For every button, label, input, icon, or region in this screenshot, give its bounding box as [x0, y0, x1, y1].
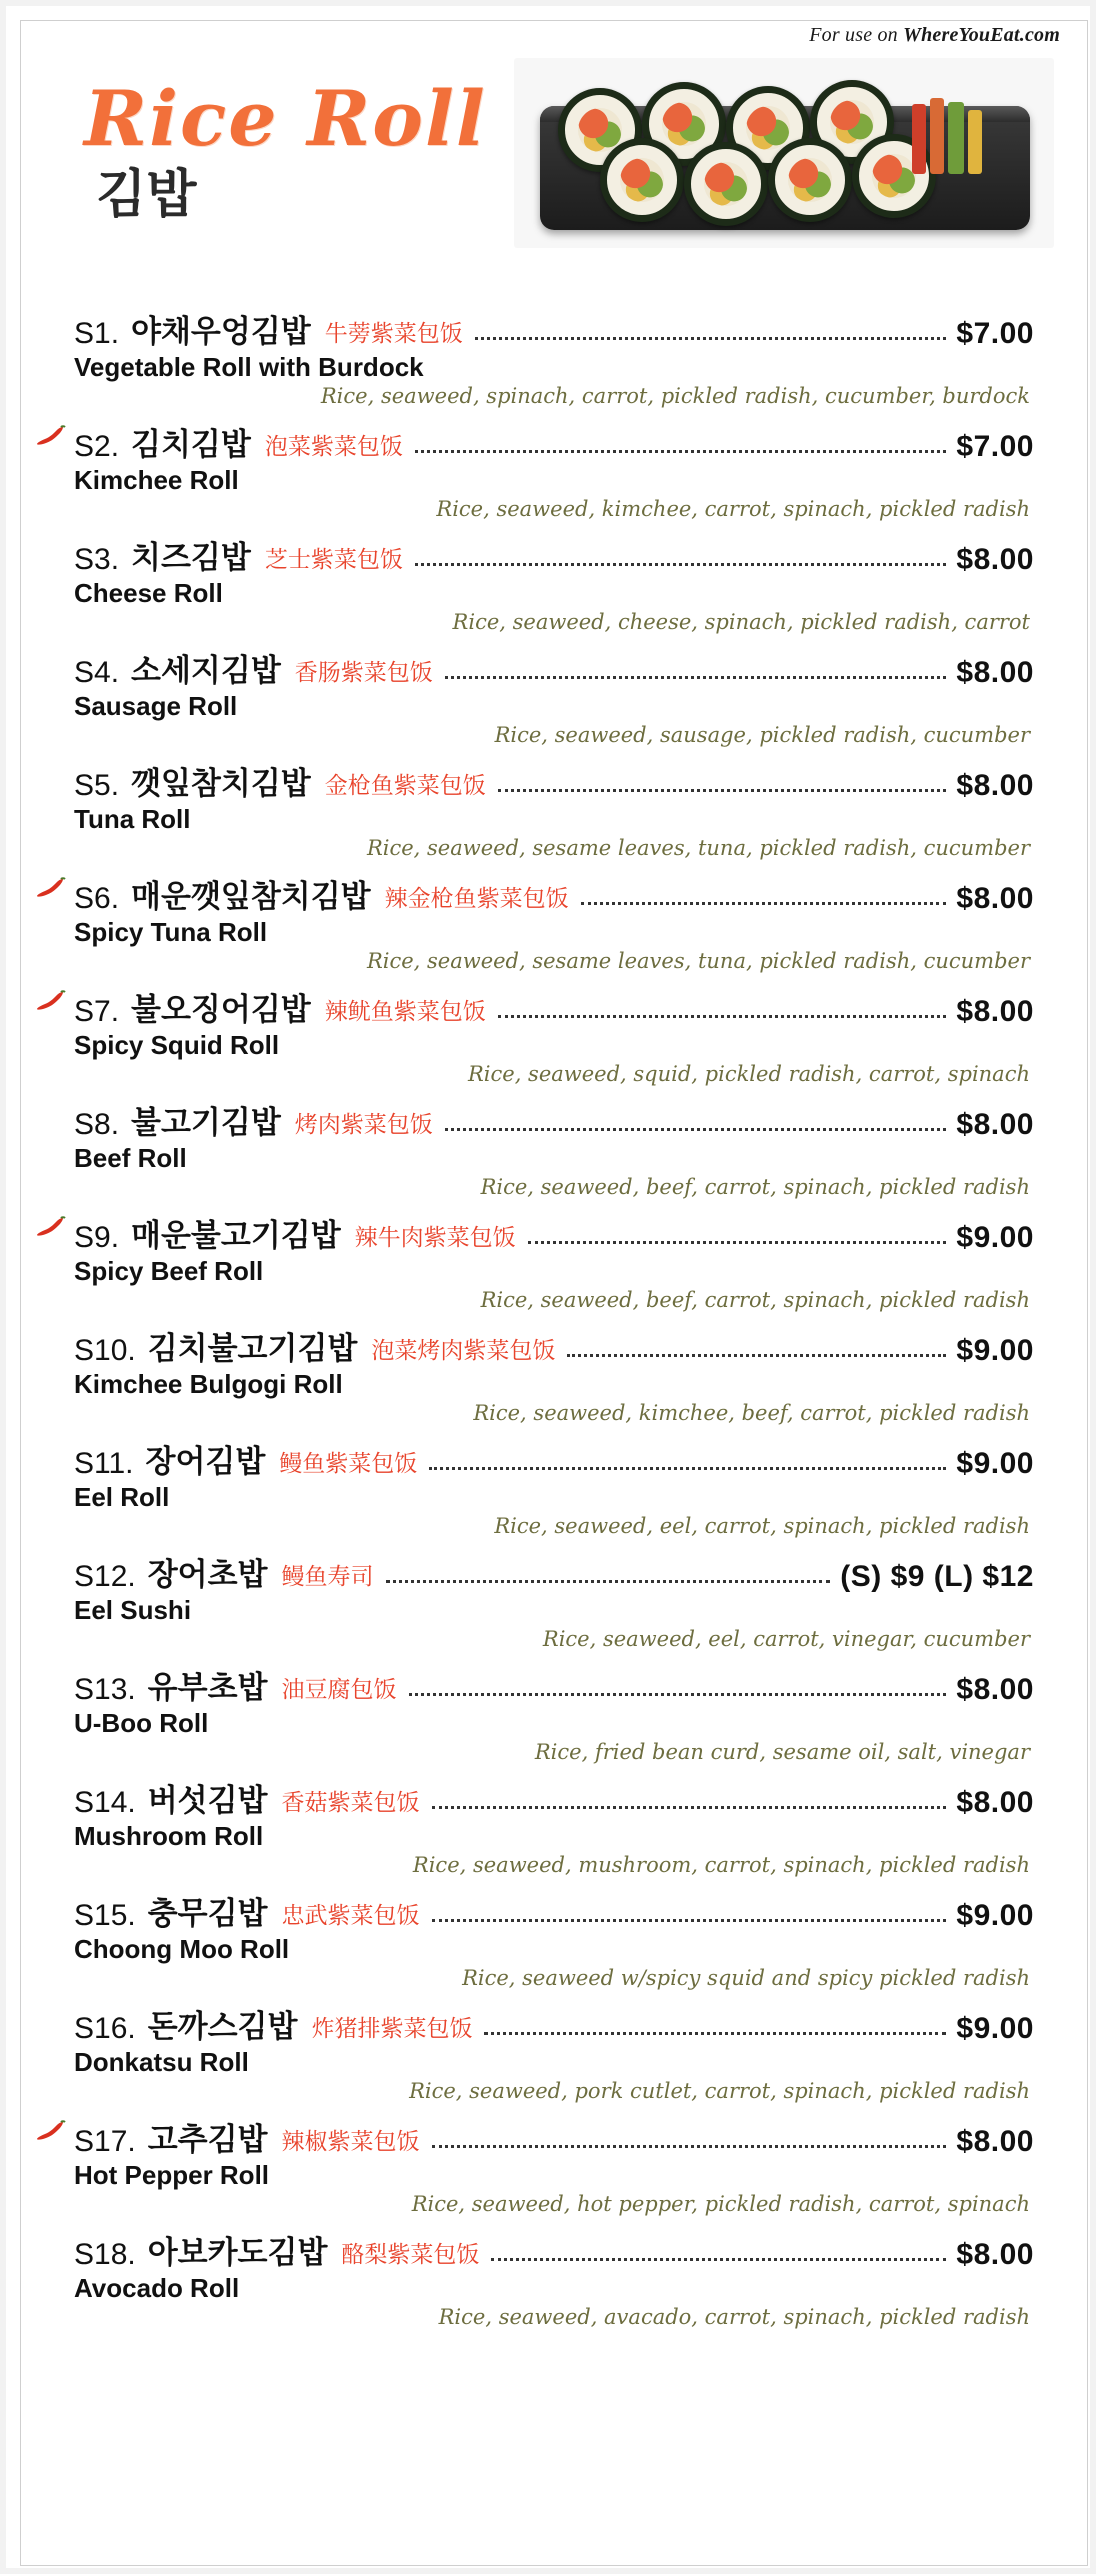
roll-core	[704, 162, 748, 206]
item-name-chinese: 辣牛肉紫菜包饭	[354, 1225, 516, 1251]
item-description: Rice, seaweed, eel, carrot, spinach, pickled radish	[494, 1514, 1030, 1538]
menu-item	[74, 1436, 1034, 1538]
item-description: Rice, seaweed, mushroom, carrot, spinach, pickled radish	[412, 1853, 1030, 1877]
item-price: $9.00	[956, 1221, 1034, 1254]
leader-dots	[415, 450, 947, 453]
chili-pepper-icon	[36, 990, 66, 1012]
leader-dots	[498, 1015, 947, 1018]
leader-dots	[475, 337, 947, 340]
menu-item-headline	[74, 1549, 1034, 1594]
item-price: $8.00	[956, 995, 1034, 1028]
item-name-english: Eel Sushi	[74, 1595, 192, 1625]
item-code: S7.	[74, 995, 120, 1028]
menu-item	[74, 1323, 1034, 1425]
item-name-english: Donkatsu Roll	[74, 2047, 249, 2077]
watermark-site: WhereYouEat.com	[903, 24, 1060, 46]
menu-item	[74, 419, 1034, 521]
chili-pepper-icon	[36, 2120, 66, 2142]
item-name-korean: 장어초밥	[147, 1557, 268, 1593]
menu-item	[74, 1888, 1034, 1990]
menu-item-headline	[74, 1436, 1034, 1481]
item-description: Rice, seaweed, kimchee, carrot, spinach, pickled radish	[436, 497, 1030, 521]
leader-dots	[528, 1241, 947, 1244]
item-name-english: Spicy Squid Roll	[74, 1030, 280, 1060]
item-name-korean: 돈까스김밥	[147, 2009, 298, 2045]
item-name-chinese: 香肠紫菜包饭	[294, 660, 433, 686]
item-code: S11.	[74, 1447, 134, 1480]
garnish-graphic	[912, 104, 926, 174]
menu-item-headline	[74, 419, 1034, 464]
item-price: $9.00	[956, 1447, 1034, 1480]
roll-graphic	[600, 138, 684, 222]
item-code: S9.	[74, 1221, 120, 1254]
menu-item	[74, 2001, 1034, 2103]
roll-core	[746, 106, 790, 150]
item-name-english: Sausage Roll	[74, 691, 238, 721]
roll-core	[830, 100, 874, 144]
menu-item-headline	[74, 1210, 1034, 1255]
item-name-english: Cheese Roll	[74, 578, 223, 608]
roll-core	[872, 154, 916, 198]
menu-item-headline	[74, 2227, 1034, 2272]
item-price: $7.00	[956, 317, 1034, 350]
item-name-korean: 장어김밥	[145, 1444, 266, 1480]
roll-core	[578, 108, 622, 152]
chili-pepper-icon	[36, 877, 66, 899]
rice-roll-photo	[514, 58, 1054, 248]
leader-dots	[432, 1806, 947, 1809]
item-name-chinese: 香菇紫菜包饭	[281, 1790, 420, 1816]
item-name-korean: 아보카도김밥	[147, 2235, 328, 2271]
item-description: Rice, seaweed, spinach, carrot, pickled radish, cucumber, burdock	[320, 384, 1030, 408]
item-name-english: Eel Roll	[74, 1482, 170, 1512]
item-name-korean: 깻잎참치김밥	[131, 766, 311, 802]
item-name-chinese: 油豆腐包饭	[281, 1677, 397, 1703]
roll-core	[620, 158, 664, 202]
item-price: $7.00	[956, 430, 1034, 463]
item-name-korean: 매운불고기김밥	[131, 1218, 341, 1254]
item-name-chinese: 鳗鱼紫菜包饭	[279, 1451, 418, 1477]
item-name-english: Spicy Beef Roll	[74, 1256, 264, 1286]
leader-dots	[432, 1919, 947, 1922]
item-name-chinese: 酪梨紫菜包饭	[341, 2242, 480, 2268]
item-description: Rice, seaweed, beef, carrot, spinach, pickled radish	[480, 1288, 1030, 1312]
item-name-korean: 고추김밥	[147, 2122, 268, 2158]
item-description: Rice, seaweed, cheese, spinach, pickled radish, carrot	[452, 610, 1030, 634]
item-name-korean: 유부초밥	[147, 1670, 268, 1706]
leader-dots	[567, 1354, 946, 1357]
menu-item-headline	[74, 645, 1034, 690]
item-price: $8.00	[956, 543, 1034, 576]
garnish-graphic	[930, 98, 944, 174]
item-description: Rice, seaweed, pork cutlet, carrot, spinach, pickled radish	[409, 2079, 1030, 2103]
item-code: S18.	[74, 2238, 136, 2271]
item-description: Rice, seaweed, sesame leaves, tuna, pickled radish, cucumber	[366, 836, 1030, 860]
item-name-chinese: 辣椒紫菜包饭	[281, 2129, 420, 2155]
menu-item-headline	[74, 1775, 1034, 1820]
item-price: $8.00	[956, 1673, 1034, 1706]
item-name-english: Kimchee Roll	[74, 465, 239, 495]
roll-graphic	[768, 138, 852, 222]
item-name-english: Beef Roll	[74, 1143, 187, 1173]
item-price: $8.00	[956, 2238, 1034, 2271]
garnish-graphic	[948, 102, 964, 174]
item-name-korean: 불고기김밥	[131, 1105, 281, 1141]
item-name-chinese: 牛蒡紫菜包饭	[324, 321, 463, 347]
menu-item	[74, 1775, 1034, 1877]
menu-item-headline	[74, 758, 1034, 803]
item-code: S4.	[74, 656, 120, 689]
item-description: Rice, seaweed, squid, pickled radish, carrot, spinach	[467, 1062, 1030, 1086]
menu-item-headline	[74, 1662, 1034, 1707]
item-name-english: Spicy Tuna Roll	[74, 917, 268, 947]
item-name-korean: 김치김밥	[131, 427, 251, 463]
item-code: S17.	[74, 2125, 136, 2158]
item-code: S2.	[74, 430, 120, 463]
menu-item-headline	[74, 1323, 1034, 1368]
leader-dots	[429, 1467, 946, 1470]
menu-item-headline	[74, 984, 1034, 1029]
title-block	[84, 74, 487, 225]
menu-item	[74, 871, 1034, 973]
item-code: S14.	[74, 1786, 136, 1819]
item-description: Rice, seaweed, beef, carrot, spinach, pickled radish	[480, 1175, 1030, 1199]
item-name-chinese: 鳗鱼寿司	[281, 1564, 374, 1590]
item-price: $8.00	[956, 656, 1034, 689]
item-name-chinese: 炸猪排紫菜包饭	[311, 2016, 473, 2042]
item-name-chinese: 辣金枪鱼紫菜包饭	[384, 886, 569, 912]
watermark-credit	[809, 24, 1060, 47]
item-name-english: Choong Moo Roll	[74, 1934, 290, 1964]
menu-header	[6, 6, 1090, 296]
menu-item	[74, 1662, 1034, 1764]
menu-item-headline	[74, 532, 1034, 577]
leader-dots	[498, 789, 947, 792]
item-price: (S) $9 (L) $12	[840, 1560, 1034, 1593]
leader-dots	[484, 2032, 946, 2035]
chili-pepper-icon	[36, 425, 66, 447]
item-price: $8.00	[956, 882, 1034, 915]
menu-item	[74, 984, 1034, 1086]
roll-graphic	[684, 142, 768, 226]
item-name-english: Kimchee Bulgogi Roll	[74, 1369, 343, 1399]
menu-item	[74, 645, 1034, 747]
item-name-english: Avocado Roll	[74, 2273, 240, 2303]
item-name-english: Vegetable Roll with Burdock	[74, 352, 424, 382]
item-name-korean: 치즈김밥	[131, 540, 251, 576]
item-code: S6.	[74, 882, 120, 915]
menu-item-headline	[74, 871, 1034, 916]
item-description: Rice, seaweed w/spicy squid and spicy pickled radish	[462, 1966, 1030, 1990]
item-price: $8.00	[956, 1786, 1034, 1819]
leader-dots	[445, 1128, 947, 1131]
menu-item-headline	[74, 306, 1034, 351]
leader-dots	[491, 2258, 946, 2261]
menu-item-headline	[74, 2114, 1034, 2159]
item-name-chinese: 泡菜烤肉紫菜包饭	[371, 1338, 556, 1364]
item-description: Rice, seaweed, sesame leaves, tuna, pickled radish, cucumber	[366, 949, 1030, 973]
menu-item	[74, 758, 1034, 860]
page-title-korean: 김밥	[96, 165, 197, 225]
garnish-graphic	[968, 110, 982, 174]
item-description: Rice, fried bean curd, sesame oil, salt, vinegar	[534, 1740, 1030, 1764]
menu-item-headline	[74, 2001, 1034, 2046]
item-code: S3.	[74, 543, 120, 576]
item-name-korean: 김치불고기김밥	[147, 1331, 358, 1367]
item-description: Rice, seaweed, sausage, pickled radish, cucumber	[494, 723, 1030, 747]
item-price: $9.00	[956, 2012, 1034, 2045]
item-price: $8.00	[956, 769, 1034, 802]
menu-item	[74, 2227, 1034, 2329]
item-price: $8.00	[956, 2125, 1034, 2158]
menu-item-list	[6, 306, 1074, 2340]
leader-dots	[581, 902, 947, 905]
leader-dots	[415, 563, 947, 566]
item-code: S10.	[74, 1334, 136, 1367]
menu-item	[74, 1097, 1034, 1199]
item-code: S16.	[74, 2012, 136, 2045]
leader-dots	[432, 2145, 947, 2148]
item-code: S13.	[74, 1673, 136, 1706]
item-name-english: Tuna Roll	[74, 804, 191, 834]
item-description: Rice, seaweed, eel, carrot, vinegar, cucumber	[542, 1627, 1030, 1651]
roll-core	[788, 158, 832, 202]
menu-item	[74, 532, 1034, 634]
item-name-chinese: 泡菜紫菜包饭	[264, 434, 403, 460]
menu-item-headline	[74, 1097, 1034, 1142]
item-name-chinese: 烤肉紫菜包饭	[294, 1112, 433, 1138]
menu-item-headline	[74, 1888, 1034, 1933]
leader-dots	[445, 676, 947, 679]
roll-core	[662, 102, 706, 146]
item-name-korean: 불오징어김밥	[131, 992, 311, 1028]
item-code: S1.	[74, 317, 120, 350]
item-code: S8.	[74, 1108, 120, 1141]
item-name-chinese: 金枪鱼紫菜包饭	[324, 773, 486, 799]
item-name-english: Mushroom Roll	[74, 1821, 264, 1851]
item-price: $8.00	[956, 1108, 1034, 1141]
item-name-korean: 충무김밥	[147, 1896, 268, 1932]
item-name-korean: 버섯김밥	[147, 1783, 268, 1819]
item-name-korean: 야채우엉김밥	[131, 314, 311, 350]
item-name-chinese: 忠武紫菜包饭	[281, 1903, 420, 1929]
item-price: $9.00	[956, 1334, 1034, 1367]
menu-item	[74, 1549, 1034, 1651]
item-price: $9.00	[956, 1899, 1034, 1932]
item-description: Rice, seaweed, hot pepper, pickled radish, carrot, spinach	[411, 2192, 1030, 2216]
menu-item	[74, 306, 1034, 408]
item-name-korean: 매운깻잎참치김밥	[131, 879, 371, 915]
item-description: Rice, seaweed, kimchee, beef, carrot, pickled radish	[473, 1401, 1030, 1425]
item-name-korean: 소세지김밥	[131, 653, 281, 689]
item-name-chinese: 芝士紫菜包饭	[264, 547, 403, 573]
item-name-chinese: 辣鱿鱼紫菜包饭	[324, 999, 486, 1025]
menu-item	[74, 1210, 1034, 1312]
item-code: S12.	[74, 1560, 136, 1593]
leader-dots	[386, 1580, 831, 1583]
item-description: Rice, seaweed, avacado, carrot, spinach, pickled radish	[438, 2305, 1030, 2329]
page-title: Rice Roll	[84, 74, 487, 163]
leader-dots	[409, 1693, 947, 1696]
item-code: S5.	[74, 769, 120, 802]
menu-item	[74, 2114, 1034, 2216]
watermark-prefix: For use on	[809, 24, 904, 46]
chili-pepper-icon	[36, 1216, 66, 1238]
item-name-english: Hot Pepper Roll	[74, 2160, 270, 2190]
item-name-english: U-Boo Roll	[74, 1708, 209, 1738]
item-code: S15.	[74, 1899, 136, 1932]
